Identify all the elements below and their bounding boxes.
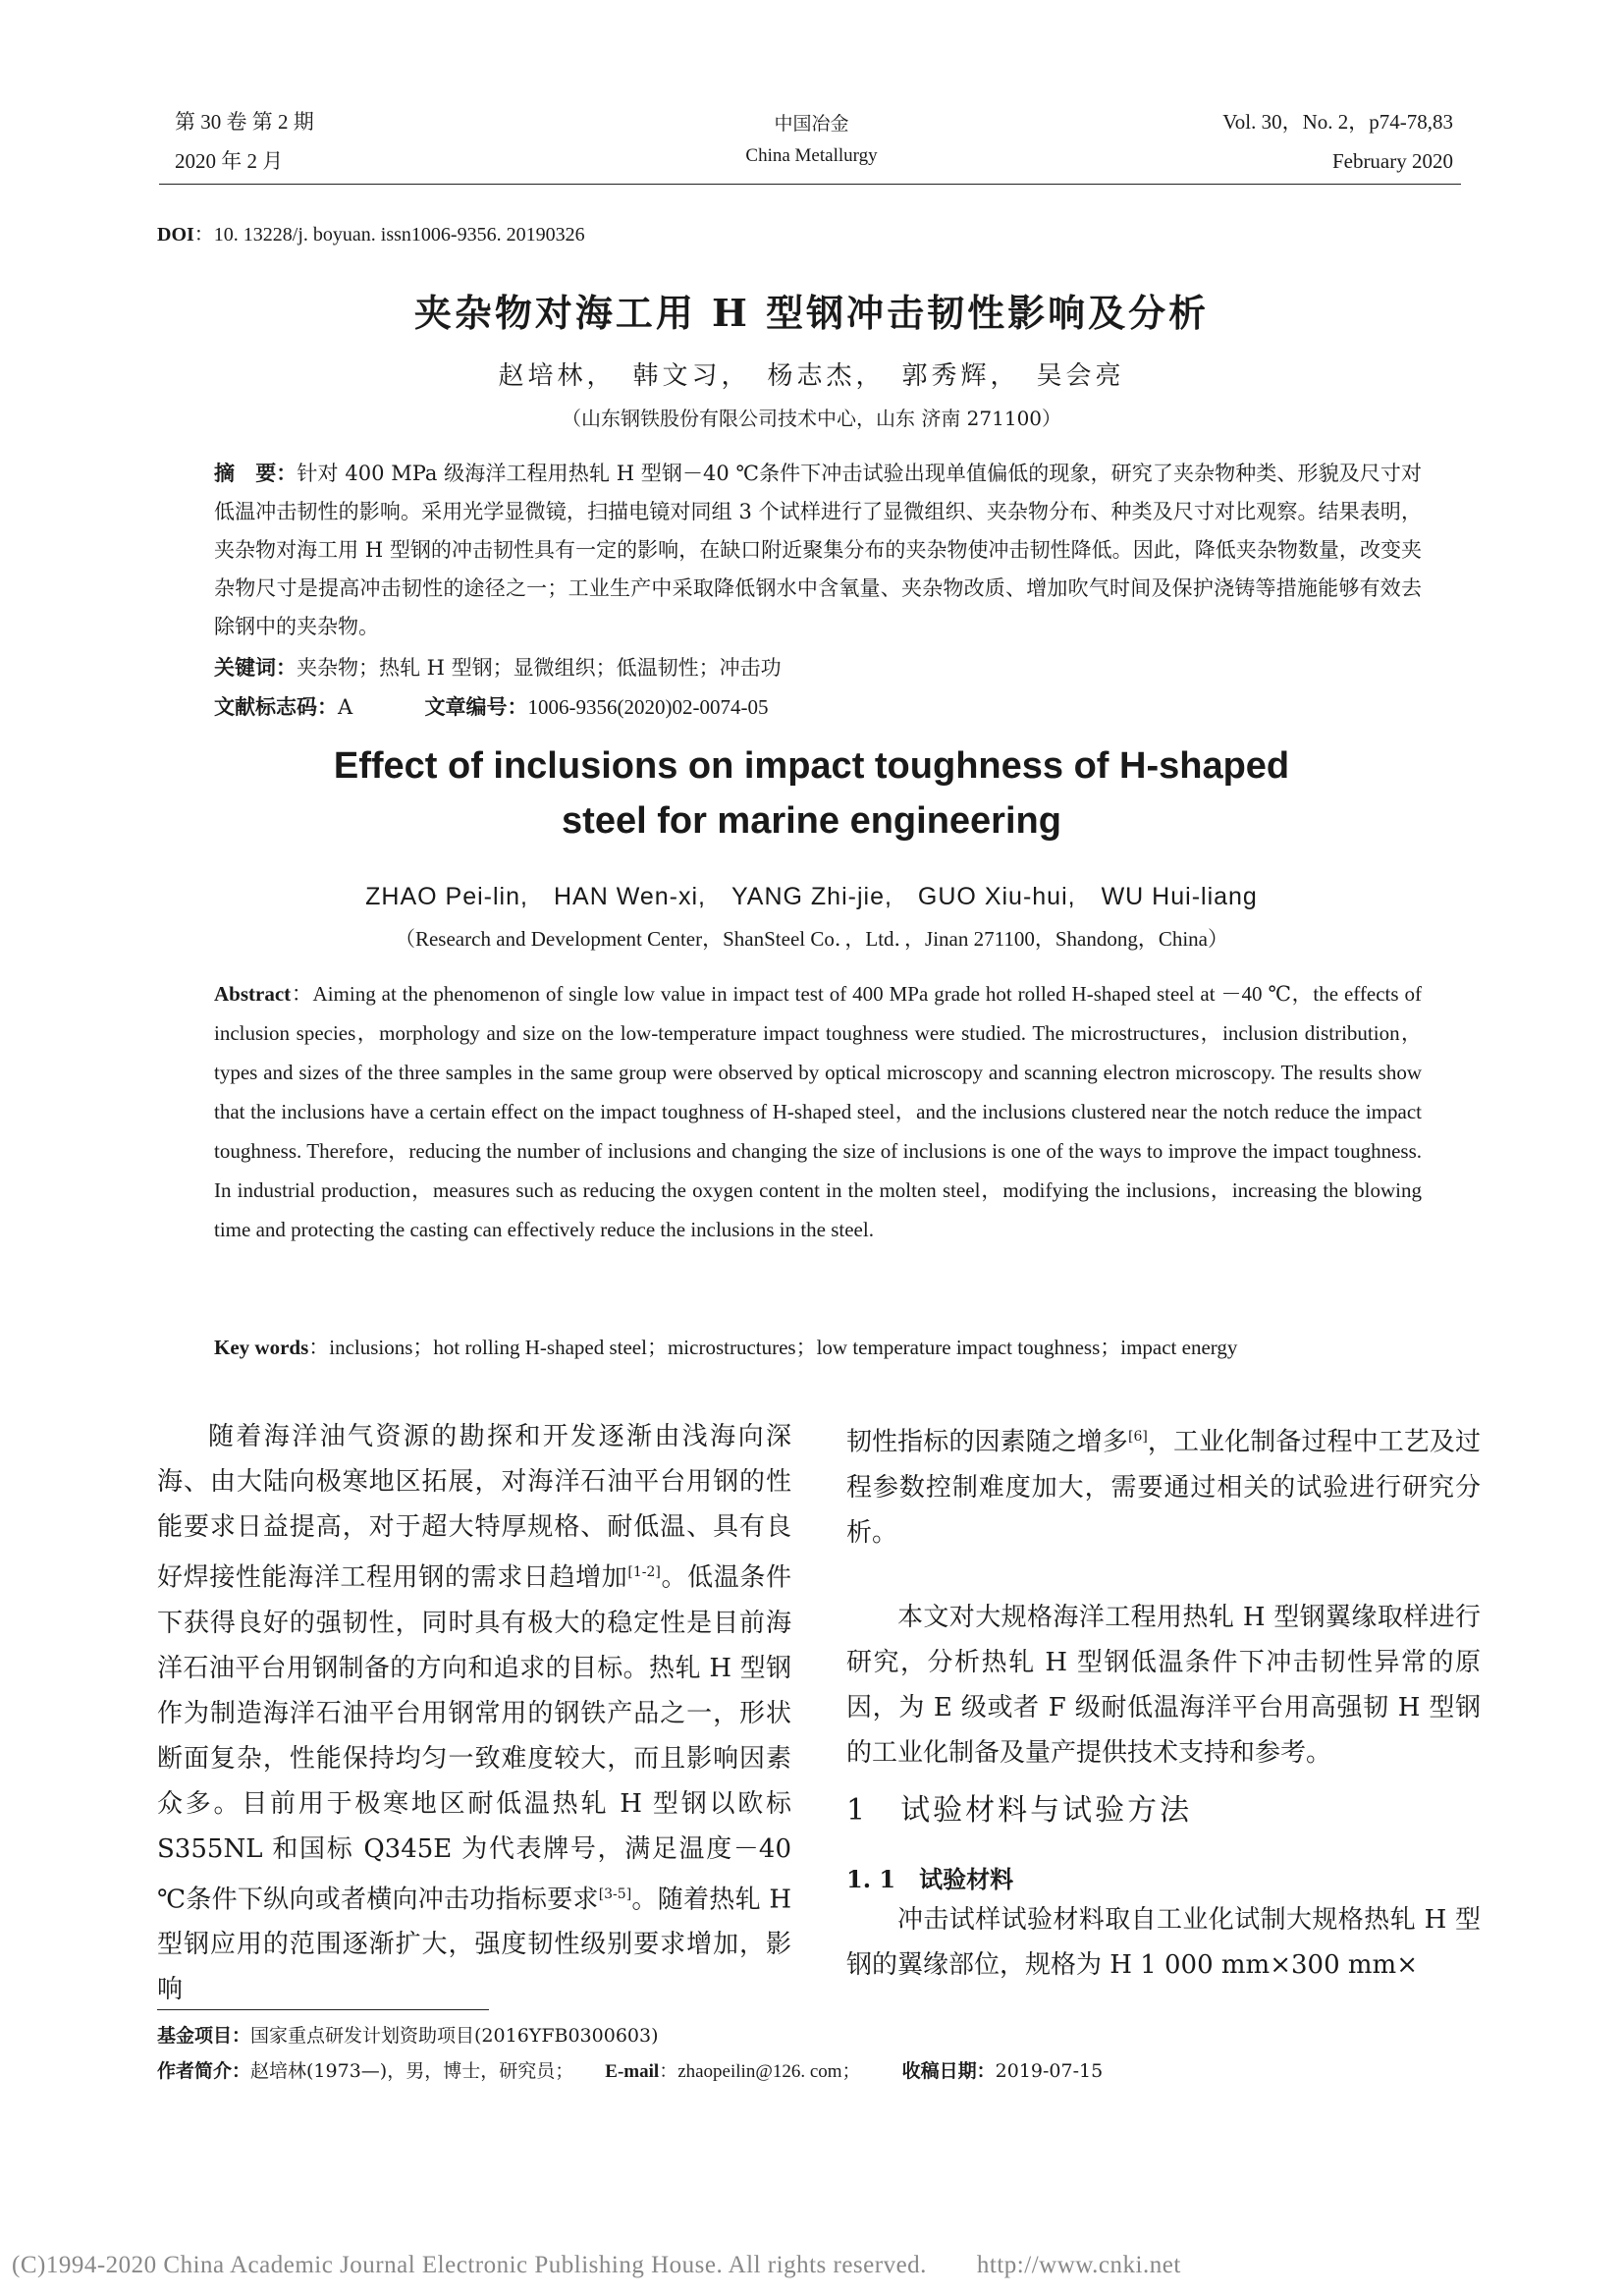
body-right-paragraph-3: 冲击试样试验材料取自工业化试制大规格热轧 H 型钢的翼缘部位，规格为 H 1 000 mm×300 mm× bbox=[846, 1905, 1481, 1980]
footnote-author bbox=[157, 2054, 1463, 2089]
email-value[interactable]: ：zhaopeilin@126. com； bbox=[659, 2061, 861, 2082]
body-right-text-2: ，工业化制备过程中工艺及过程参数控制难度加大，需要通过相关的试验进行研究分析。 bbox=[846, 1427, 1481, 1548]
citation-1-2[interactable]: [1-2] bbox=[627, 1564, 661, 1580]
doccode-value: A bbox=[338, 695, 353, 719]
body-left-text-1: 随着海洋油气资源的勘探和开发逐渐由浅海向深海、由大陆向极寒地区拓展，对海洋石油平台用钢的性能要求日益提高，对于超大特厚规格、耐低温、具有良好焊接性能海洋工程用钢的需求日趋增加 bbox=[157, 1422, 791, 1593]
keywords-cn-label: 关键词： bbox=[214, 655, 297, 680]
body-right-paragraph-1 bbox=[846, 1414, 1481, 1556]
issue-month-en: February 2020 bbox=[1331, 149, 1453, 173]
authors-cn: 赵培林， 韩文习， 杨志杰， 郭秀辉， 吴会亮 bbox=[498, 361, 1125, 391]
copyright-footer[interactable]: (C)1994-2020 China Academic Journal Electronic Publishing House. All rights reserved. http://www.cnki.net bbox=[12, 2252, 1181, 2278]
title-en-line2: steel for marine engineering bbox=[562, 800, 1061, 842]
keywords-cn-text: 夹杂物；热轧 H 型钢；显微组织；低温韧性；冲击功 bbox=[297, 656, 782, 680]
footnote-funding bbox=[157, 2019, 659, 2052]
keywords-en-label: Key words bbox=[214, 1336, 309, 1359]
doi-value: ：10. 13228/j. boyuan. issn1006-9356. 20190326 bbox=[193, 224, 585, 246]
abstract-cn-label: 摘 要： bbox=[214, 461, 298, 485]
section-1-heading: 1 试验材料与试验方法 bbox=[846, 1793, 1193, 1828]
doc-codes-cn bbox=[214, 687, 1422, 727]
volume-pages: Vol. 30，No. 2，p74-78,83 bbox=[1222, 110, 1453, 134]
journal-name-cn: 中国冶金 bbox=[774, 113, 849, 135]
author-bio-text: 赵培林(1973—)，男，博士，研究员； bbox=[250, 2060, 574, 2082]
issue-date: 2020 年 2 月 bbox=[175, 149, 284, 173]
body-right-paragraph-2: 本文对大规格海洋工程用热轧 H 型钢翼缘取样进行研究，分析热轧 H 型钢低温条件下冲击韧性异常的原因，为 E 级或者 F 级耐低温海洋平台用高强韧 H 型钢的工业化制备及量产提供技术支持和参考。 bbox=[846, 1603, 1481, 1768]
keywords-en-text: ：inclusions；hot rolling H-shaped steel；microstructures；low temperature impact toughness；impact energy bbox=[308, 1336, 1238, 1359]
citation-3-5[interactable]: [3-5] bbox=[598, 1886, 632, 1902]
articleno-label: 文章编号： bbox=[424, 694, 528, 719]
title-en-line1: Effect of inclusions on impact toughness of H-shaped bbox=[333, 745, 1290, 787]
funding-label: 基金项目： bbox=[157, 2025, 251, 2047]
funding-text: 国家重点研发计划资助项目(2016YFB0300603) bbox=[250, 2025, 659, 2047]
abstract-cn-text: 针对 400 MPa 级海洋工程用热轧 H 型钢－40 ℃条件下冲击试验出现单值偏低的现象，研究了夹杂物种类、形貌及尺寸对低温冲击韧性的影响。采用光学显微镜，扫描电镜对同组 3 个试样进行了显微组织、夹杂物分布、种类及尺寸对比观察。结果表明，夹杂物对海工用 H 型钢的冲击韧性具有一定的影响，在缺口附近聚集分布的夹杂物使冲击韧性降低。因此，降低夹杂物数量，改变夹杂物尺寸是提高冲击韧性的途径之一；工业生产中采取降低钢水中含氧量、夹杂物改质、增加吹气时间及保护浇铸等措施能够有效去除钢中的夹杂物。 bbox=[214, 462, 1423, 638]
doccode-label: 文献标志码： bbox=[214, 694, 338, 719]
issue-volume: 第 30 卷 第 2 期 bbox=[175, 110, 314, 134]
affiliation-en: （Research and Development Center，ShanSteel Co．，Ltd．，Jinan 271100，Shandong，China） bbox=[394, 927, 1228, 951]
email-label: E-mail bbox=[605, 2061, 660, 2082]
abstract-cn bbox=[214, 454, 1422, 646]
author-bio-label: 作者简介： bbox=[157, 2060, 251, 2082]
body-right-text-1: 韧性指标的因素随之增多 bbox=[846, 1427, 1128, 1457]
received-date: 2019-07-15 bbox=[995, 2060, 1104, 2082]
header-rule bbox=[159, 184, 1461, 185]
authors-en: ZHAO Pei-lin, HAN Wen-xi, YANG Zhi-jie, GUO Xiu-hui, WU Hui-liang bbox=[365, 883, 1258, 910]
affiliation-cn: （山东钢铁股份有限公司技术中心，山东 济南 271100） bbox=[561, 407, 1062, 430]
articleno-value: 1006-9356(2020)02-0074-05 bbox=[527, 695, 769, 719]
keywords-en bbox=[214, 1328, 1422, 1367]
journal-name-en: China Metallurgy bbox=[745, 145, 878, 166]
keywords-cn bbox=[214, 648, 1422, 687]
doi-label: DOI bbox=[157, 224, 194, 246]
section-1-1-heading: 1. 1 试验材料 bbox=[846, 1865, 1014, 1893]
body-left-text-2: 。低温条件下获得良好的强韧性，同时具有极大的稳定性是目前海洋石油平台用钢制备的方向和追求的目标。热轧 H 型钢作为制造海洋石油平台用钢常用的钢铁产品之一，形状断面复杂，性能保持均匀一致难度较大，而且影响因素众多。目前用于极寒地区耐低温热轧 H 型钢以欧标 S355NL 和国标 Q345E 为代表牌号，满足温度－40 ℃条件下纵向或者横向冲击功指标要求 bbox=[157, 1562, 791, 1915]
title-cn: 夹杂物对海工用 H 型钢冲击韧性影响及分析 bbox=[413, 291, 1210, 335]
footnote-rule bbox=[157, 2009, 489, 2010]
abstract-en-label: Abstract bbox=[214, 982, 292, 1006]
abstract-en bbox=[214, 974, 1422, 1249]
citation-6[interactable]: [6] bbox=[1127, 1429, 1148, 1445]
body-left-text-3: 。随着热轧 H 型钢应用的范围逐渐扩大，强度韧性级别要求增加，影响 bbox=[157, 1885, 791, 2005]
body-left-paragraph bbox=[157, 1414, 791, 2012]
doi[interactable] bbox=[157, 218, 585, 246]
received-label: 收稿日期： bbox=[901, 2060, 996, 2082]
abstract-en-text: ：Aiming at the phenomenon of single low value in impact test of 400 MPa grade hot rolled H-shaped steel at －40 ℃，the effects of inclusion species，morphology and size on the low-temperature impact toughness were studied. The microstructures，inclusion distribution，types and sizes of the three samples in the same group were observed by optical microscopy and scanning electron microscopy. The results show that the inclusions have a certain effect on the impact toughness of H-shaped steel，and the inclusions clustered near the notch reduce the impact toughness. Therefore，reducing the number of inclusions and changing the size of inclusions is one of the ways to improve the impact toughness. In industrial production，measures such as reducing the oxygen content in the molten steel，modifying the inclusions，increasing the blowing time and protecting the casting can effectively reduce the inclusions in the steel. bbox=[214, 982, 1422, 1241]
